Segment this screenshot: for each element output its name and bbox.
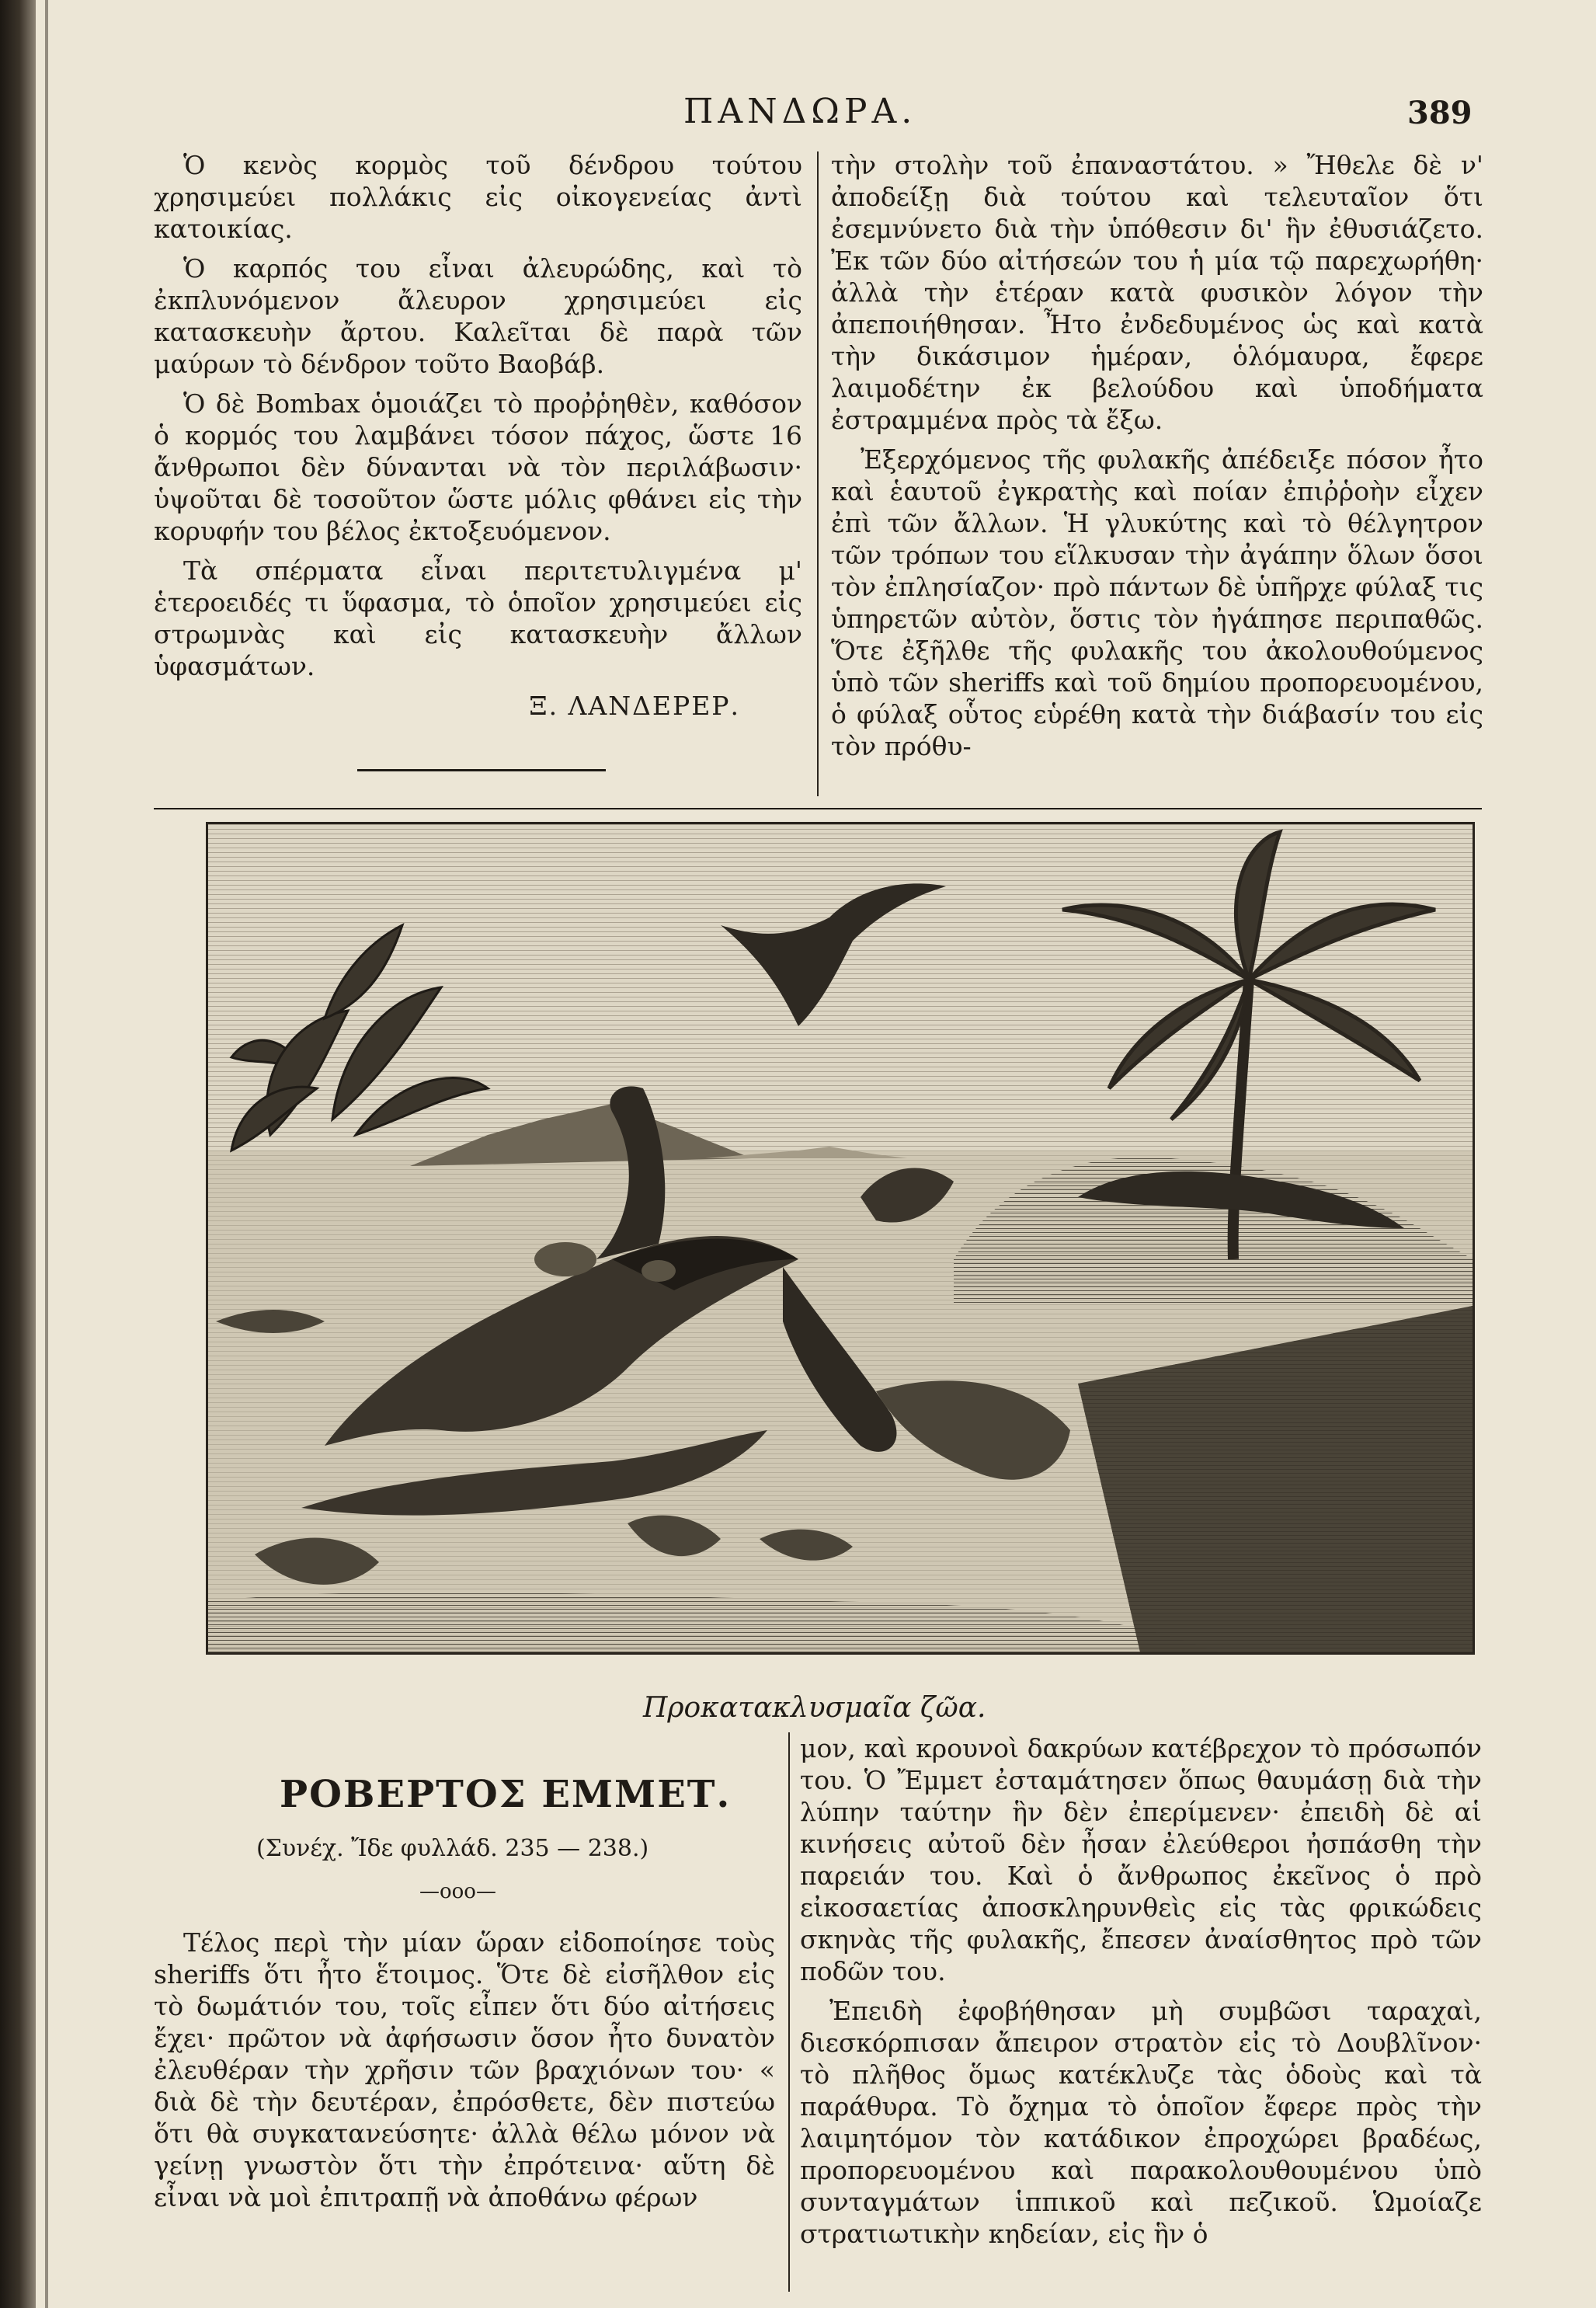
illustration-caption: Προκατακλυσμαῖα ζῶα. — [643, 1692, 986, 1724]
paragraph: Ὁ δὲ Bombax ὁμοιάζει τὸ προῤῥηθὲν, καθόσον ὁ κορμός του λαμβάνει τόσον πάχος, ὥστε 16 ἄνθρωποι δὲν δύνανται νὰ τὸν περιλάβωσιν· ὑψοῦται δὲ τοσοῦτον ὥστε μόλις φθάνει εἰς τὴν κορυφήν του βέλος ἐκτοξευόμενον. — [154, 388, 802, 546]
running-head: ΠΑΝΔΩΡΑ. — [683, 92, 917, 131]
bottom-right-column — [800, 1732, 1482, 2258]
separator-ornament: —ooo— — [419, 1880, 496, 1903]
paragraph: Ἐξερχόμενος τῆς φυλακῆς ἀπέδειξε πόσον ἦτο καὶ ἑαυτοῦ ἐγκρατὴς καὶ ποίαν ἐπιῤῥοὴν εἶχεν ἐπὶ τῶν ἄλλων. Ἡ γλυκύτης καὶ τὸ θέλγητρον τῶν τρόπων του εἵλκυσαν τὴν ἀγάπην ὅλων ὅσοι τὸν ἐπλησίαζον· πρὸ πάντων δὲ ὑπῆρχε φύλαξ τις ὑπηρετῶν αὐτὸν, ὅστις τὸν ἠγάπησε περιπαθῶς. Ὅτε ἐξῆλθε τῆς φυλακῆς του ἀκολουθούμενος ὑπὸ τῶν sheriffs καὶ τοῦ δημίου προπορευομένου, ὁ φύλαξ οὗτος εὑρέθη κατὰ τὴν διάβασίν του εἰς τὸν πρόθυ- — [831, 444, 1483, 761]
gutter-line — [45, 0, 48, 2308]
article-title: ΡΟΒΕΡΤΟΣ ΕΜΜΕΤ. — [280, 1773, 732, 1816]
paragraph: τὴν στολὴν τοῦ ἐπαναστάτου. » Ἤθελε δὲ ν' ἀποδείξῃ διὰ τούτου καὶ τελευταῖον ὅτι ἐσεμνύνετο διὰ τὴν ὑπόθεσιν δι' ἣν ἐθυσιάζετο. Ἐκ τῶν δύο αἰτήσεών του ἡ μία τῷ παρεχωρήθη· ἀλλὰ τὴν ἑτέραν κατὰ φυσικὸν λόγον τὴν ἀπεποιήθησαν. Ἦτο ἐνδεδυμένος ὡς καὶ κατὰ τὴν δικάσιμον ἡμέραν, ὁλόμαυρα, ἔφερε λαιμοδέτην ἐκ βελούδου καὶ ὑποδήματα ἐστραμμένα πρὸς τὰ ἔξω. — [831, 150, 1483, 435]
section-rule — [154, 808, 1482, 809]
paragraph: μον, καὶ κρουνοὶ δακρύων κατέβρεχον τὸ πρόσωπόν του. Ὁ Ἔμμετ ἐσταμάτησεν ὅπως θαυμάσῃ διὰ τὴν λύπην ταύτην ἣν δὲν ἐπερίμενεν· ἐπειδὴ δὲ αἱ κινήσεις αὐτοῦ δὲν ἦσαν ἐλεύθεροι ἠσπάσθη τὴν παρειάν του. Καὶ ὁ ἄνθρωπος ἐκεῖνος ὁ πρὸ εἰκοσαετίας ἀποσκληρυνθεὶς εἰς τὰς φρικώδεις σκηνὰς τῆς φυλακῆς, ἔπεσεν ἀναίσθητος πρὸ τῶν ποδῶν του. — [800, 1733, 1482, 1986]
bottom-left-column — [154, 1927, 775, 2213]
book-spine-shadow — [0, 0, 36, 2308]
end-rule — [357, 769, 606, 771]
article-subtitle: (Συνέχ. Ἴδε φυλλάδ. 235 — 238.) — [256, 1835, 649, 1862]
paragraph: Ὁ κενὸς κορμὸς τοῦ δένδρου τούτου χρησιμεύει πολλάκις εἰς οἰκογενείας ἀντὶ κατοικίας. — [154, 150, 802, 244]
page-number: 389 — [1407, 95, 1473, 131]
top-left-column — [154, 149, 802, 722]
column-divider — [788, 1732, 790, 2292]
engraving-drawing — [208, 824, 1473, 1652]
paragraph: Ἐπειδὴ ἐφοβήθησαν μὴ συμβῶσι ταραχαὶ, διεσκόρπισαν ἄπειρον στρατὸν εἰς τὸ Δουβλῖνον· τὸ πλῆθος ὅμως κατέκλυζε τὰς ὁδοὺς καὶ τὰ παράθυρα. Τὸ ὄχημα τὸ ὁποῖον ἔφερε πρὸς τὴν λαιμητόμον τὸν κατάδικον ἐπροχώρει βραδέως, προπορευομένου καὶ παρακολουθουμένου ὑπὸ συνταγμάτων ἱππικοῦ καὶ πεζικοῦ. Ὡμοίαζε στρατιωτικὴν κηδείαν, εἰς ἣν ὁ — [800, 1996, 1482, 2249]
top-right-column — [831, 149, 1483, 770]
paragraph: Τέλος περὶ τὴν μίαν ὥραν εἰδοποίησε τοὺς sheriffs ὅτι ἦτο ἕτοιμος. Ὅτε δὲ εἰσῆλθον εἰς τὸ δωμάτιόν του, τοῖς εἶπεν ὅτι δύο αἰτήσεις ἔχει· πρῶτον νὰ ἀφήσωσιν ὅσον ἦτο δυνατὸν ἐλευθέραν τὴν χρῆσιν τῶν βραχιόνων του· « διὰ δὲ τὴν δευτέραν, ἐπρόσθετε, δὲν πιστεύω ὅτι θὰ συγκατανεύσητε· ἀλλὰ θέλω μόνον νὰ γείνῃ γνωστὸν ὅτι τὴν ἐπρότεινα· αὕτη δὲ εἶναι νὰ μοὶ ἐπιτραπῇ νὰ ἀποθάνω φέρων — [154, 1927, 775, 2212]
column-divider — [817, 151, 819, 796]
author-signature: Ξ. ΛΑΝΔΕΡΕΡ. — [529, 691, 740, 721]
paragraph: Τὰ σπέρματα εἶναι περιτετυλιγμένα μ' ἑτεροειδές τι ὕφασμα, τὸ ὁποῖον χρησιμεύει εἰς στρωμνὰς καὶ εἰς κατασκευὴν ἄλλων ὑφασμάτων. — [154, 555, 802, 681]
prehistoric-animals-engraving — [206, 822, 1475, 1655]
paragraph: Ὁ καρπός του εἶναι ἀλευρώδης, καὶ τὸ ἐκπλυνόμενον ἄλευρον χρησιμεύει εἰς κατασκευὴν ἄρτου. Καλεῖται δὲ παρὰ τῶν μαύρων τὸ δένδρον τοῦτο Βαοβάβ. — [154, 253, 802, 379]
